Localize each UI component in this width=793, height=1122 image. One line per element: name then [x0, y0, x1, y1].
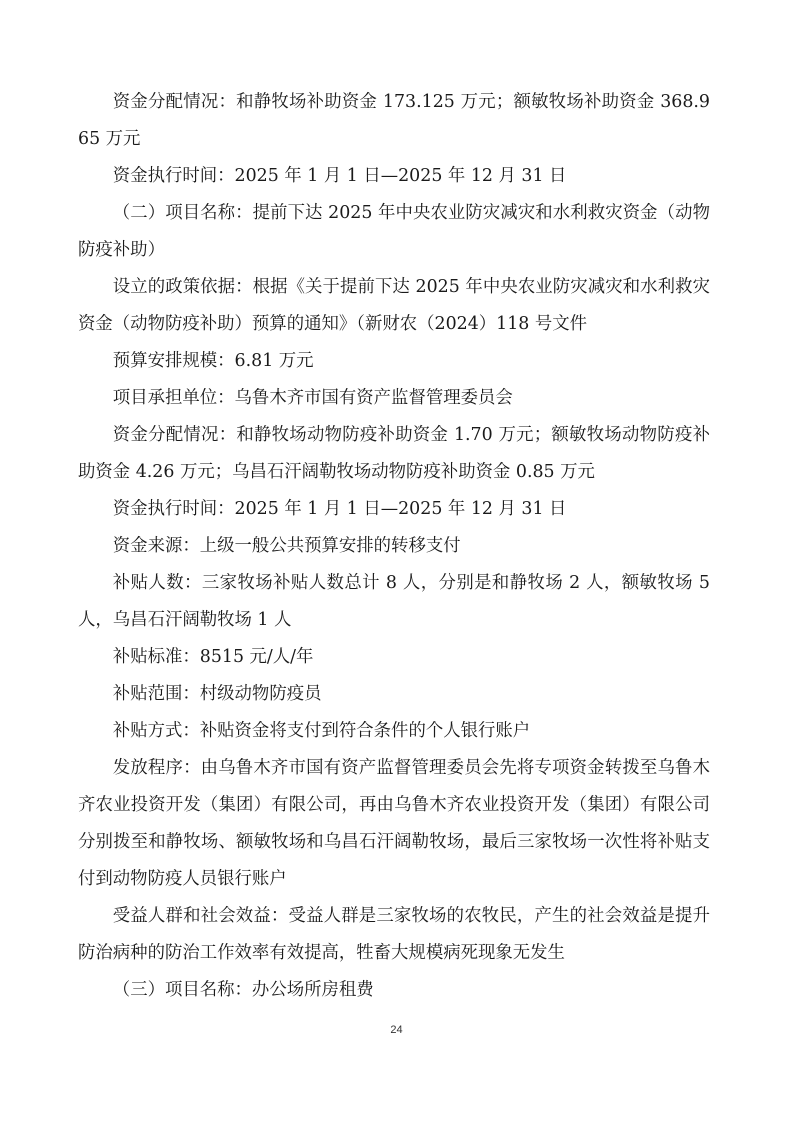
- paragraph-subsidy-count: 补贴人数：三家牧场补贴人数总计 8 人，分别是和静牧场 2 人，额敏牧场 5 人，乌昌石汗阔勒牧场 1 人: [78, 573, 710, 630]
- paragraph-beneficiaries: 受益人群和社会效益：受益人群是三家牧场的农牧民，产生的社会效益是提升防治病种的防治工作效率有效提高，牲畜大规模病死现象无发生: [78, 906, 710, 963]
- paragraph-budget-scale: 预算安排规模：6.81 万元: [112, 351, 314, 371]
- paragraph-execution-time-2: 资金执行时间：2025 年 1 月 1 日—2025 年 12 月 31 日: [112, 499, 567, 519]
- paragraph-responsible-unit: 项目承担单位：乌鲁木齐市国有资产监督管理委员会: [112, 388, 513, 408]
- paragraph-disbursement-procedure: 发放程序：由乌鲁木齐市国有资产监督管理委员会先将专项资金转拨至乌鲁木齐农业投资开发（集团）有限公司，再由乌鲁木齐农业投资开发（集团）有限公司分别拨至和静牧场、额敏牧场和乌昌石汗阔勒牧场，最后三家牧场一次性将补贴支付到动物防疫人员银行账户: [78, 758, 710, 889]
- paragraph-subsidy-scope: 补贴范围：村级动物防疫员: [112, 684, 322, 704]
- paragraph-subsidy-method: 补贴方式：补贴资金将支付到符合条件的个人银行账户: [112, 721, 531, 741]
- paragraph-fund-source: 资金来源：上级一般公共预算安排的转移支付: [112, 536, 461, 556]
- paragraph-project-name-3: （三）项目名称：办公场所房租费: [112, 980, 374, 1000]
- body-text: [78, 84, 710, 1009]
- paragraph-fund-allocation-1: 资金分配情况：和静牧场补助资金 173.125 万元；额敏牧场补助资金 368.965 万元: [78, 92, 710, 149]
- paragraph-subsidy-standard: 补贴标准：8515 元/人/年: [112, 647, 314, 667]
- paragraph-execution-time-1: 资金执行时间：2025 年 1 月 1 日—2025 年 12 月 31 日: [112, 166, 567, 186]
- page-number: 24: [390, 1024, 403, 1036]
- paragraph-fund-allocation-2: 资金分配情况：和静牧场动物防疫补助资金 1.70 万元；额敏牧场动物防疫补助资金 4.26 万元；乌昌石汗阔勒牧场动物防疫补助资金 0.85 万元: [78, 425, 710, 482]
- paragraph-project-name-2: （二）项目名称：提前下达 2025 年中央农业防灾减灾和水利救灾资金（动物防疫补助）: [78, 203, 710, 260]
- paragraph-policy-basis: 设立的政策依据：根据《关于提前下达 2025 年中央农业防灾减灾和水利救灾资金（动物防疫补助）预算的通知》（新财农（2024）118 号文件: [78, 277, 710, 334]
